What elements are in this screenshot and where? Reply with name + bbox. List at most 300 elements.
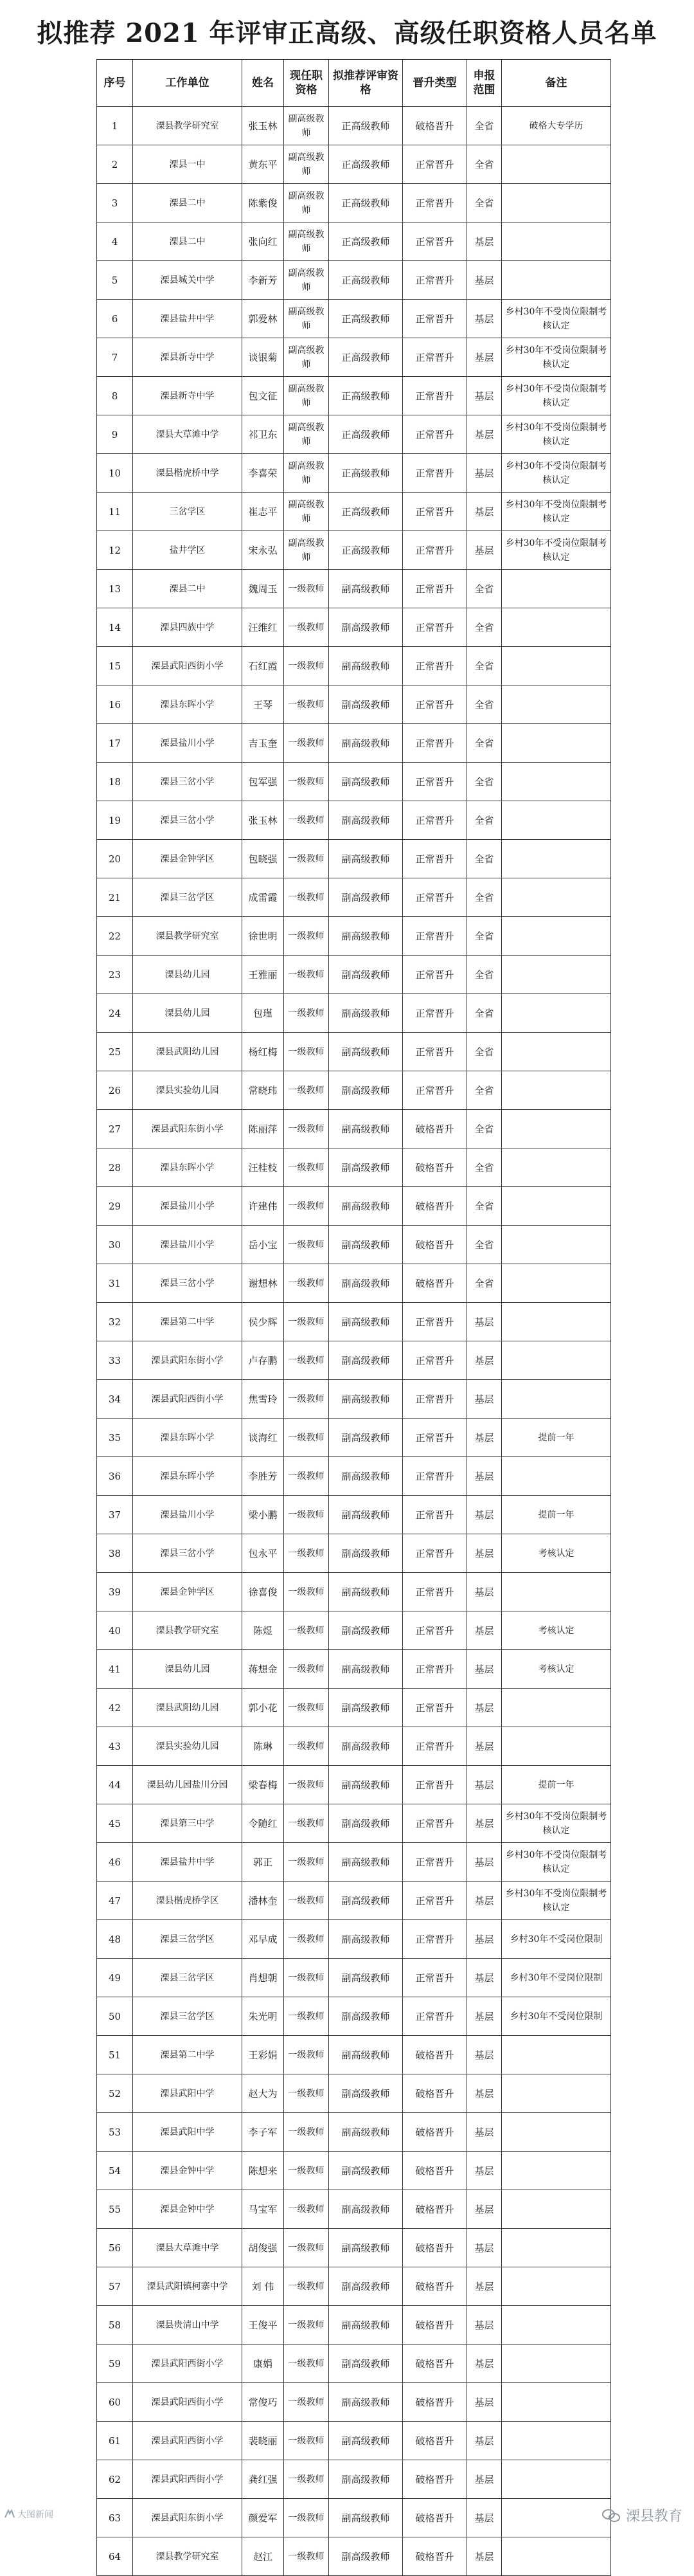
- cell-scope: 基层: [467, 1997, 502, 2036]
- cell-seq: 28: [97, 1148, 133, 1187]
- header-unit: 工作单位: [133, 60, 242, 107]
- cell-note: [502, 840, 611, 878]
- cell-unit: 溧县三岔学区: [133, 1997, 242, 2036]
- table-row: [97, 493, 611, 531]
- cell-note: [502, 994, 611, 1033]
- cell-unit: 溧县金钟学区: [133, 840, 242, 878]
- cell-type: 正常晋升: [403, 184, 467, 222]
- cell-unit: 溧县武阳西街小学: [133, 2422, 242, 2460]
- cell-scope: 基层: [467, 2229, 502, 2267]
- cell-type: 破格晋升: [403, 1264, 467, 1303]
- cell-scope: 基层: [467, 2152, 502, 2190]
- cell-proposed: 副高级教师: [329, 1380, 403, 1419]
- cell-unit: 溧县武阳西街小学: [133, 2345, 242, 2383]
- cell-name: 许建伟: [242, 1187, 284, 1226]
- cell-note: 乡村30年不受岗位限制考核认定: [502, 1882, 611, 1920]
- cell-unit: 溧县城关中学: [133, 261, 242, 300]
- cell-unit: 溧县新寺中学: [133, 377, 242, 415]
- cell-note: 提前一年: [502, 1766, 611, 1804]
- cell-name: 李子军: [242, 2113, 284, 2152]
- cell-type: 正常晋升: [403, 917, 467, 956]
- cell-note: [502, 1380, 611, 1419]
- cell-seq: 6: [97, 300, 133, 338]
- table-row: [97, 1264, 611, 1303]
- cell-scope: 全省: [467, 917, 502, 956]
- cell-name: 张玉林: [242, 107, 284, 145]
- cell-type: 正常晋升: [403, 1650, 467, 1689]
- cell-current: 一级教师: [284, 878, 329, 917]
- cell-current: 一级教师: [284, 1187, 329, 1226]
- cell-name: 马宝军: [242, 2190, 284, 2229]
- cell-type: 破格晋升: [403, 1226, 467, 1264]
- table-row: [97, 2229, 611, 2267]
- cell-seq: 45: [97, 1804, 133, 1843]
- cell-proposed: 副高级教师: [329, 1341, 403, 1380]
- cell-scope: 全省: [467, 878, 502, 917]
- cell-current: 一级教师: [284, 685, 329, 724]
- cell-name: 岳小宝: [242, 1226, 284, 1264]
- cell-current: 副高级教师: [284, 493, 329, 531]
- table-row: [97, 1997, 611, 2036]
- cell-current: 一级教师: [284, 1419, 329, 1457]
- cell-seq: 17: [97, 724, 133, 763]
- cell-unit: 溧县武阳幼儿园: [133, 1689, 242, 1727]
- cell-unit: 溧县新寺中学: [133, 338, 242, 377]
- table-row: [97, 300, 611, 338]
- table-row: [97, 1148, 611, 1187]
- cell-unit: 溧县实验幼儿园: [133, 1727, 242, 1766]
- cell-scope: 全省: [467, 724, 502, 763]
- cell-current: 副高级教师: [284, 184, 329, 222]
- cell-name: 裴晓丽: [242, 2422, 284, 2460]
- cell-proposed: 正高级教师: [329, 107, 403, 145]
- cell-type: 破格晋升: [403, 2229, 467, 2267]
- table-row: [97, 878, 611, 917]
- cell-unit: 溧县二中: [133, 570, 242, 608]
- cell-current: 一级教师: [284, 1650, 329, 1689]
- cell-seq: 61: [97, 2422, 133, 2460]
- cell-proposed: 副高级教师: [329, 1959, 403, 1997]
- cell-unit: 溧县武阳西街小学: [133, 647, 242, 685]
- cell-type: 正常晋升: [403, 261, 467, 300]
- cell-current: 一级教师: [284, 2460, 329, 2499]
- table-row: [97, 2074, 611, 2113]
- cell-current: 一级教师: [284, 1611, 329, 1650]
- cell-unit: 溧县东晖小学: [133, 685, 242, 724]
- cell-type: 破格晋升: [403, 2383, 467, 2422]
- cell-unit: 溧县武阳幼儿园: [133, 1033, 242, 1071]
- cell-name: 张向红: [242, 222, 284, 261]
- cell-seq: 57: [97, 2267, 133, 2306]
- cell-note: [502, 2383, 611, 2422]
- cell-note: [502, 2190, 611, 2229]
- cell-name: 王彩娟: [242, 2036, 284, 2074]
- cell-unit: 溧县东晖小学: [133, 1419, 242, 1457]
- cell-seq: 59: [97, 2345, 133, 2383]
- cell-note: [502, 2074, 611, 2113]
- table-row: [97, 2036, 611, 2074]
- table-row: [97, 2460, 611, 2499]
- cell-unit: 溧县幼儿园: [133, 956, 242, 994]
- cell-scope: 基层: [467, 454, 502, 493]
- cell-type: 破格晋升: [403, 1187, 467, 1226]
- cell-type: 正常晋升: [403, 1573, 467, 1611]
- table-row: [97, 1650, 611, 1689]
- wechat-channel-icon: [601, 2508, 621, 2523]
- cell-scope: 基层: [467, 1419, 502, 1457]
- cell-current: 副高级教师: [284, 415, 329, 454]
- cell-scope: 全省: [467, 763, 502, 801]
- cell-name: 汪维红: [242, 608, 284, 647]
- cell-unit: 溧县大草滩中学: [133, 415, 242, 454]
- cell-scope: 基层: [467, 1843, 502, 1882]
- cell-type: 正常晋升: [403, 1882, 467, 1920]
- cell-note: [502, 956, 611, 994]
- cell-proposed: 副高级教师: [329, 1727, 403, 1766]
- cell-proposed: 正高级教师: [329, 377, 403, 415]
- cell-name: 郭小花: [242, 1689, 284, 1727]
- cell-unit: 溧县幼儿园: [133, 994, 242, 1033]
- cell-name: 康娟: [242, 2345, 284, 2383]
- cell-note: [502, 1727, 611, 1766]
- cell-type: 正常晋升: [403, 1611, 467, 1650]
- cell-name: 李胜芳: [242, 1457, 284, 1496]
- cell-seq: 36: [97, 1457, 133, 1496]
- cell-type: 破格晋升: [403, 2537, 467, 2576]
- cell-proposed: 副高级教师: [329, 2074, 403, 2113]
- cell-scope: 基层: [467, 2499, 502, 2537]
- cell-proposed: 副高级教师: [329, 1689, 403, 1727]
- table-row: [97, 1882, 611, 1920]
- cell-seq: 22: [97, 917, 133, 956]
- cell-seq: 64: [97, 2537, 133, 2576]
- cell-seq: 27: [97, 1110, 133, 1148]
- cell-scope: 基层: [467, 1573, 502, 1611]
- cell-scope: 全省: [467, 145, 502, 184]
- cell-seq: 26: [97, 1071, 133, 1110]
- cell-note: 乡村30年不受岗位限制考核认定: [502, 338, 611, 377]
- cell-note: [502, 2537, 611, 2576]
- cell-current: 一级教师: [284, 1380, 329, 1419]
- cell-scope: 全省: [467, 1148, 502, 1187]
- cell-unit: 溧县楷虎桥学区: [133, 1882, 242, 1920]
- cell-type: 正常晋升: [403, 724, 467, 763]
- cell-proposed: 副高级教师: [329, 2460, 403, 2499]
- cell-unit: 溧县教学研究室: [133, 107, 242, 145]
- cell-name: 祁卫东: [242, 415, 284, 454]
- cell-seq: 3: [97, 184, 133, 222]
- header-name: 姓名: [242, 60, 284, 107]
- cell-seq: 54: [97, 2152, 133, 2190]
- cell-seq: 10: [97, 454, 133, 493]
- cell-name: 邓早成: [242, 1920, 284, 1959]
- cell-proposed: 副高级教师: [329, 994, 403, 1033]
- cell-note: [502, 724, 611, 763]
- cell-proposed: 副高级教师: [329, 1419, 403, 1457]
- cell-proposed: 副高级教师: [329, 763, 403, 801]
- cell-current: 一级教师: [284, 2267, 329, 2306]
- cell-current: 一级教师: [284, 2537, 329, 2576]
- cell-type: 破格晋升: [403, 2460, 467, 2499]
- table-row: [97, 1457, 611, 1496]
- cell-name: 黄东平: [242, 145, 284, 184]
- cell-note: 乡村30年不受岗位限制考核认定: [502, 377, 611, 415]
- page-footer: [0, 2505, 694, 2525]
- cell-unit: 溧县武阳东街小学: [133, 1341, 242, 1380]
- cell-scope: 全省: [467, 956, 502, 994]
- cell-note: [502, 1573, 611, 1611]
- cell-proposed: 副高级教师: [329, 1882, 403, 1920]
- cell-proposed: 副高级教师: [329, 1187, 403, 1226]
- cell-note: [502, 608, 611, 647]
- cell-name: 常晓玮: [242, 1071, 284, 1110]
- cell-unit: 溧县盐川小学: [133, 1496, 242, 1534]
- cell-scope: 全省: [467, 801, 502, 840]
- cell-note: [502, 2422, 611, 2460]
- cell-current: 一级教师: [284, 1534, 329, 1573]
- news-logo-icon: [4, 2508, 15, 2520]
- cell-name: 赵大为: [242, 2074, 284, 2113]
- cell-unit: 溧县武阳西街小学: [133, 2383, 242, 2422]
- cell-scope: 基层: [467, 1496, 502, 1534]
- cell-proposed: 副高级教师: [329, 2152, 403, 2190]
- cell-name: 蒋想金: [242, 1650, 284, 1689]
- cell-current: 一级教师: [284, 1804, 329, 1843]
- cell-scope: 基层: [467, 1959, 502, 1997]
- cell-proposed: 副高级教师: [329, 2190, 403, 2229]
- cell-name: 王琴: [242, 685, 284, 724]
- cell-seq: 49: [97, 1959, 133, 1997]
- cell-scope: 基层: [467, 222, 502, 261]
- cell-note: [502, 145, 611, 184]
- cell-note: 破格大专学历: [502, 107, 611, 145]
- cell-current: 副高级教师: [284, 145, 329, 184]
- table-header-row: [97, 60, 611, 107]
- cell-type: 正常晋升: [403, 1804, 467, 1843]
- cell-name: 陈想来: [242, 2152, 284, 2190]
- cell-seq: 9: [97, 415, 133, 454]
- cell-type: 正常晋升: [403, 994, 467, 1033]
- cell-scope: 基层: [467, 2306, 502, 2345]
- cell-proposed: 副高级教师: [329, 2113, 403, 2152]
- cell-proposed: 副高级教师: [329, 840, 403, 878]
- cell-proposed: 副高级教师: [329, 2499, 403, 2537]
- table-row: [97, 2190, 611, 2229]
- cell-scope: 基层: [467, 1611, 502, 1650]
- cell-seq: 25: [97, 1033, 133, 1071]
- table-row: [97, 763, 611, 801]
- table-row: [97, 2345, 611, 2383]
- cell-proposed: 正高级教师: [329, 222, 403, 261]
- cell-seq: 19: [97, 801, 133, 840]
- cell-name: 吉玉奎: [242, 724, 284, 763]
- cell-type: 破格晋升: [403, 107, 467, 145]
- cell-type: 破格晋升: [403, 2074, 467, 2113]
- cell-proposed: 副高级教师: [329, 1573, 403, 1611]
- table-row: [97, 1341, 611, 1380]
- cell-current: 一级教师: [284, 1033, 329, 1071]
- cell-proposed: 副高级教师: [329, 1226, 403, 1264]
- cell-proposed: 副高级教师: [329, 1457, 403, 1496]
- table-row: [97, 2537, 611, 2576]
- cell-current: 副高级教师: [284, 261, 329, 300]
- cell-seq: 50: [97, 1997, 133, 2036]
- cell-unit: 溧县教学研究室: [133, 2537, 242, 2576]
- cell-proposed: 正高级教师: [329, 493, 403, 531]
- cell-proposed: 副高级教师: [329, 1033, 403, 1071]
- cell-seq: 16: [97, 685, 133, 724]
- cell-current: 副高级教师: [284, 222, 329, 261]
- cell-proposed: 副高级教师: [329, 2267, 403, 2306]
- cell-proposed: 副高级教师: [329, 1110, 403, 1148]
- cell-unit: 三岔学区: [133, 493, 242, 531]
- cell-seq: 55: [97, 2190, 133, 2229]
- cell-seq: 18: [97, 763, 133, 801]
- cell-name: 颜爱军: [242, 2499, 284, 2537]
- cell-unit: 溧县实验幼儿园: [133, 1071, 242, 1110]
- cell-unit: 溧县盐井中学: [133, 300, 242, 338]
- cell-unit: 溧县幼儿园盐川分园: [133, 1766, 242, 1804]
- cell-scope: 基层: [467, 1920, 502, 1959]
- cell-scope: 全省: [467, 608, 502, 647]
- cell-scope: 基层: [467, 1380, 502, 1419]
- cell-current: 一级教师: [284, 763, 329, 801]
- cell-scope: 基层: [467, 493, 502, 531]
- cell-name: 石红霞: [242, 647, 284, 685]
- cell-seq: 24: [97, 994, 133, 1033]
- cell-current: 一级教师: [284, 1303, 329, 1341]
- cell-name: 王俊平: [242, 2306, 284, 2345]
- cell-proposed: 副高级教师: [329, 1264, 403, 1303]
- cell-type: 正常晋升: [403, 1689, 467, 1727]
- cell-name: 包军强: [242, 763, 284, 801]
- cell-current: 一级教师: [284, 2499, 329, 2537]
- cell-seq: 23: [97, 956, 133, 994]
- cell-seq: 4: [97, 222, 133, 261]
- cell-note: [502, 1341, 611, 1380]
- cell-type: 正常晋升: [403, 493, 467, 531]
- cell-current: 一级教师: [284, 2074, 329, 2113]
- cell-note: [502, 878, 611, 917]
- cell-note: [502, 222, 611, 261]
- footer-source-label: 大图新闻: [17, 2510, 53, 2520]
- cell-current: 副高级教师: [284, 338, 329, 377]
- cell-scope: 基层: [467, 1650, 502, 1689]
- cell-current: 一级教师: [284, 1457, 329, 1496]
- cell-type: 正常晋升: [403, 454, 467, 493]
- table-row: [97, 1110, 611, 1148]
- table-row: [97, 1033, 611, 1071]
- table-row: [97, 222, 611, 261]
- cell-type: 正常晋升: [403, 1071, 467, 1110]
- cell-current: 一级教师: [284, 1071, 329, 1110]
- cell-current: 一级教师: [284, 1766, 329, 1804]
- cell-note: [502, 1033, 611, 1071]
- cell-unit: 溧县武阳镇柯寨中学: [133, 2267, 242, 2306]
- cell-current: 一级教师: [284, 1843, 329, 1882]
- cell-note: [502, 801, 611, 840]
- cell-note: [502, 261, 611, 300]
- cell-name: 张玉林: [242, 801, 284, 840]
- cell-note: [502, 2345, 611, 2383]
- cell-note: [502, 1303, 611, 1341]
- cell-scope: 基层: [467, 1766, 502, 1804]
- cell-unit: 溧县第二中学: [133, 1303, 242, 1341]
- cell-type: 正常晋升: [403, 1843, 467, 1882]
- cell-proposed: 副高级教师: [329, 1071, 403, 1110]
- cell-name: 徐喜俊: [242, 1573, 284, 1611]
- cell-note: [502, 570, 611, 608]
- cell-name: 包文征: [242, 377, 284, 415]
- cell-name: 赵江: [242, 2537, 284, 2576]
- cell-scope: 基层: [467, 261, 502, 300]
- table-row: [97, 1071, 611, 1110]
- cell-unit: 溧县幼儿园: [133, 1650, 242, 1689]
- cell-note: 乡村30年不受岗位限制考核认定: [502, 454, 611, 493]
- table-row: [97, 994, 611, 1033]
- cell-scope: 全省: [467, 685, 502, 724]
- cell-note: [502, 763, 611, 801]
- cell-unit: 溧县盐川小学: [133, 724, 242, 763]
- cell-type: 正常晋升: [403, 145, 467, 184]
- cell-unit: 溧县二中: [133, 222, 242, 261]
- cell-unit: 溧县贵清山中学: [133, 2306, 242, 2345]
- cell-seq: 52: [97, 2074, 133, 2113]
- cell-unit: 溧县三岔学区: [133, 878, 242, 917]
- cell-note: [502, 1264, 611, 1303]
- cell-proposed: 副高级教师: [329, 685, 403, 724]
- cell-current: 一级教师: [284, 2306, 329, 2345]
- cell-note: [502, 1110, 611, 1148]
- table-row: [97, 2422, 611, 2460]
- cell-current: 一级教师: [284, 2190, 329, 2229]
- cell-unit: 溧县第三中学: [133, 1804, 242, 1843]
- cell-name: 胡俊强: [242, 2229, 284, 2267]
- cell-scope: 基层: [467, 1457, 502, 1496]
- cell-name: 王雅丽: [242, 956, 284, 994]
- cell-note: 考核认定: [502, 1611, 611, 1650]
- cell-seq: 48: [97, 1920, 133, 1959]
- cell-type: 正常晋升: [403, 801, 467, 840]
- cell-proposed: 正高级教师: [329, 454, 403, 493]
- cell-note: [502, 917, 611, 956]
- cell-scope: 基层: [467, 531, 502, 570]
- cell-unit: 溧县武阳中学: [133, 2074, 242, 2113]
- cell-note: [502, 685, 611, 724]
- cell-seq: 5: [97, 261, 133, 300]
- cell-note: [502, 647, 611, 685]
- footer-source: [4, 2508, 53, 2521]
- cell-current: 一级教师: [284, 2422, 329, 2460]
- cell-note: 乡村30年不受岗位限制考核认定: [502, 1843, 611, 1882]
- cell-type: 破格晋升: [403, 2499, 467, 2537]
- cell-seq: 62: [97, 2460, 133, 2499]
- cell-proposed: 副高级教师: [329, 1804, 403, 1843]
- cell-unit: 溧县四族中学: [133, 608, 242, 647]
- cell-proposed: 副高级教师: [329, 647, 403, 685]
- table-row: [97, 801, 611, 840]
- cell-note: [502, 1187, 611, 1226]
- page-title: 拟推荐 2021 年评审正高级、高级任职资格人员名单: [37, 18, 657, 48]
- cell-current: 一级教师: [284, 2113, 329, 2152]
- cell-unit: 溧县武阳中学: [133, 2113, 242, 2152]
- cell-seq: 11: [97, 493, 133, 531]
- cell-proposed: 正高级教师: [329, 261, 403, 300]
- cell-scope: 基层: [467, 1303, 502, 1341]
- table-row: [97, 415, 611, 454]
- cell-name: 汪桂枝: [242, 1148, 284, 1187]
- cell-scope: 基层: [467, 2190, 502, 2229]
